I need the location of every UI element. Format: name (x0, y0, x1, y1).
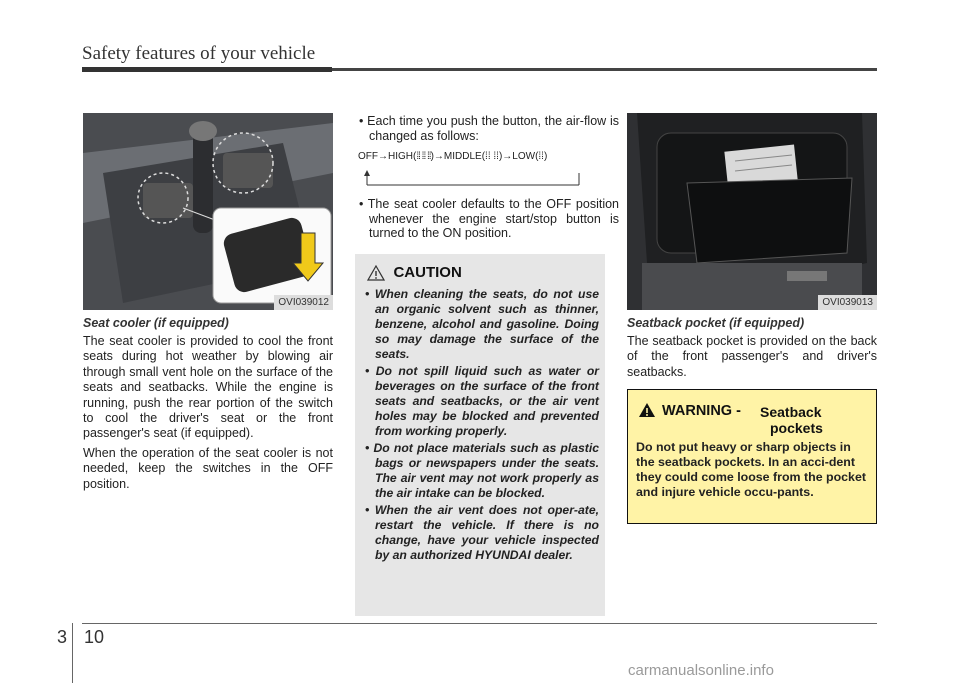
seq-close-2: ) (498, 151, 503, 162)
seatback-pocket-body: The seatback pocket is provided on the back of the front passenger's and driver's seatbacks. (627, 334, 877, 379)
airflow-bullet-text: Each time you push the button, the air-flow is changed as follows: (367, 114, 619, 143)
figure-code-right: OVI039013 (818, 295, 877, 310)
caution-triangle-icon (367, 265, 385, 281)
seat-cooler-paragraph-1: The seat cooler is provided to cool the front seats during hot weather by blowing air through small vent hole on the surface of the seats and seatbacks. While the engine is running, push the rear portion of the switch to cool the driver's seat or the front passenger's seat (if equipped). (83, 334, 333, 441)
seq-middle: MIDDLE( (443, 151, 486, 162)
caution-list (363, 287, 599, 565)
seat-cooler-caption: Seat cooler (if equipped) (83, 316, 229, 330)
seq-close-1: ) (430, 151, 434, 162)
airflow-sequence (358, 151, 608, 162)
console-illustration (83, 113, 333, 310)
seatback-pocket-caption: Seatback pocket (if equipped) (627, 316, 805, 330)
warning-box (627, 389, 877, 524)
caution-item-text: When cleaning the seats, do not use an organic solvent such as thinner, benzene, alcohol and gasoline. Doing so may damage the surface of the seats. (374, 287, 599, 361)
watermark: carmanualsonline.info (628, 662, 774, 679)
seq-close-3: ) (543, 151, 548, 162)
warning-subject-1: Seatback (760, 404, 822, 420)
caution-item: • When cleaning the seats, do not use an organic solvent such as thinner, benzene, alcohol and gasoline. Doing so may damage the surface of the seats. (365, 287, 599, 361)
chapter-number: 3 (57, 627, 68, 647)
seq-arrow-1: → (378, 151, 388, 162)
sequence-return-arrow-icon (362, 170, 584, 186)
caution-item-text: Do not spill liquid such as water or beverages on the surface of the front seats and seatbacks, or the air vent holes may be blocked and prevented from working properly. (375, 364, 600, 438)
seq-arrow-2: → (433, 151, 444, 162)
caution-item-text: When the air vent does not oper-ate, restart the vehicle. If there is no change, have your vehicle inspected by an authorized HYUNDAI dealer. (374, 503, 599, 562)
page-header-title: Safety features of your vehicle (82, 43, 316, 64)
caution-item: • Do not spill liquid such as water or beverages on the surface of the front seats and seatbacks, or the air vent holes may be blocked and prevented from working properly. (365, 364, 600, 438)
footer-divider (72, 623, 73, 683)
vent-icon-low: ⁞⁞ (538, 151, 544, 162)
seat-cooler-photo (83, 113, 333, 310)
warning-subject-2: pockets (770, 420, 823, 436)
seatback-illustration (627, 113, 877, 310)
seat-cooler-paragraph-2: When the operation of the seat cooler is not needed, keep the switches in the OFF position. (83, 445, 333, 491)
vent-icon-high: ⁞⁞ ⁞⁞ ⁞⁞ (416, 151, 431, 162)
warning-label: WARNING - (662, 403, 741, 419)
caution-title: CAUTION (393, 264, 462, 282)
footer-rule (82, 623, 877, 624)
vent-icon-middle: ⁞⁞ ⁞⁞ (485, 151, 499, 162)
default-off-bullet: • The seat cooler defaults to the OFF position whenever the engine start/stop button is turned to the ON position. (359, 197, 620, 241)
seq-low: LOW( (512, 151, 539, 162)
header-rule-accent (82, 67, 332, 72)
seq-high: HIGH( (388, 151, 417, 162)
seatback-pocket-photo (627, 113, 877, 310)
caution-header (367, 264, 462, 282)
seq-off: OFF (358, 151, 378, 162)
default-off-text: The seat cooler defaults to the OFF position whenever the engine start/stop button is turned to the ON position. (367, 197, 620, 241)
page-number: 10 (84, 627, 105, 647)
seq-arrow-3: → (502, 151, 513, 162)
caution-item: • Do not place materials such as plastic bags or newspapers under the seats. The air vent may not work properly as the air intake can be blocked. (365, 441, 600, 500)
figure-code-left: OVI039012 (274, 295, 333, 310)
caution-item: • When the air vent does not oper-ate, restart the vehicle. If there is no change, have your vehicle inspected by an authorized HYUNDAI dealer. (365, 503, 599, 562)
warning-triangle-icon (638, 402, 656, 418)
seat-cooler-body (83, 334, 333, 496)
airflow-bullet: • Each time you push the button, the air-flow is changed as follows: (359, 114, 619, 143)
caution-item-text: Do not place materials such as plastic bags or newspapers under the seats. The air vent may not work properly as the air intake can be blocked. (373, 441, 600, 500)
warning-body: Do not put heavy or sharp objects in the seatback pockets. In an acci-dent they could come loose from the pocket and injure vehicle occu-pants. (636, 440, 866, 499)
caution-box (355, 254, 605, 616)
